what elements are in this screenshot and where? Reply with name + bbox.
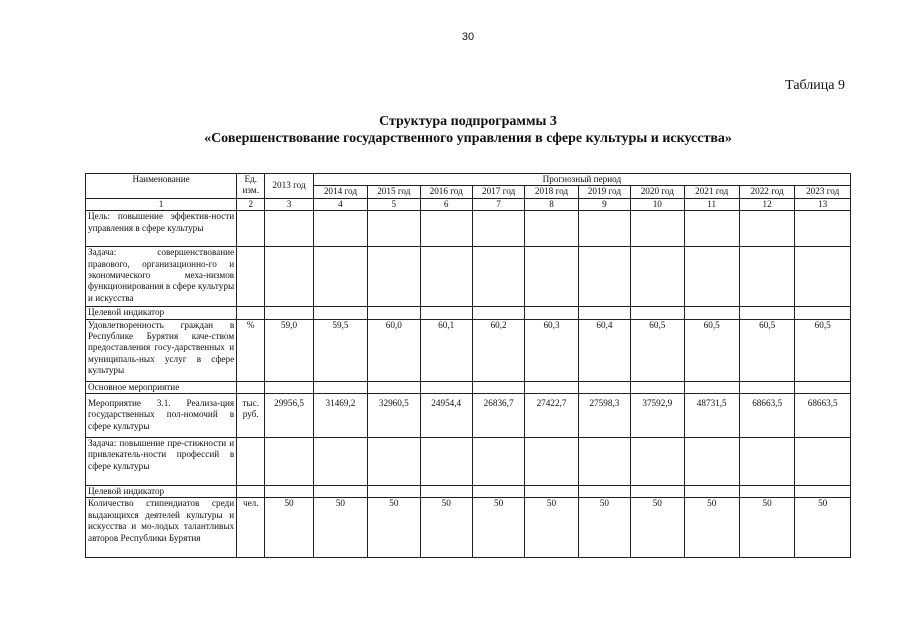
- task-2-text: Задача: повышение пре-стижности и привлекатель-ности профессий в сфере культуры: [86, 438, 237, 486]
- column-number: 11: [684, 198, 739, 210]
- column-number: 5: [368, 198, 420, 210]
- column-number: 4: [313, 198, 367, 210]
- column-number: 8: [525, 198, 578, 210]
- table-row-activity-3-1: [86, 394, 851, 438]
- main-activity-label: Основное мероприятие: [86, 381, 237, 393]
- header-year: 2021 год: [684, 186, 739, 198]
- table-cell-value: 60,5: [684, 319, 739, 381]
- table-row-task-2: [86, 438, 851, 486]
- table-cell-value: 37592,9: [631, 394, 684, 438]
- table-cell-value: 50: [368, 498, 420, 558]
- table-cell-value: 27598,3: [578, 394, 630, 438]
- header-year: 2019 год: [578, 186, 630, 198]
- task-1-text: Задача: совершенствование правового, организационно-го и экономического меха-низмов функционирования в сфере культуры и искусства: [86, 247, 237, 307]
- table-cell-value: 50: [739, 498, 794, 558]
- table-row-goal: [86, 211, 851, 247]
- column-number: 6: [420, 198, 472, 210]
- column-number: 10: [631, 198, 684, 210]
- title-line-1: Структура подпрограммы 3: [379, 114, 557, 129]
- table-cell-value: 26836,7: [472, 394, 524, 438]
- target-indicator-label: Целевой индикатор: [86, 307, 237, 319]
- table-cell-value: 59,0: [265, 319, 313, 381]
- activity-3-1-unit: тыс. руб.: [237, 394, 265, 438]
- table-cell-value: 60,3: [525, 319, 578, 381]
- activity-3-1-name: Мероприятие 3.1. Реализа-ция государственных пол-номочий в сфере культуры: [86, 394, 237, 438]
- scholars-unit: чел.: [237, 498, 265, 558]
- table-row-satisfaction: [86, 319, 851, 381]
- table-row-scholars: [86, 498, 851, 558]
- column-number: 13: [795, 198, 851, 210]
- table-cell-value: 50: [684, 498, 739, 558]
- header-year: 2020 год: [631, 186, 684, 198]
- table-row-target-indicator-1: [86, 307, 851, 319]
- table-cell-value: 31469,2: [313, 394, 367, 438]
- table-label: Таблица 9: [785, 78, 845, 93]
- column-number: 12: [739, 198, 794, 210]
- document-title: [0, 113, 905, 147]
- header-forecast-period: Прогнозный период: [313, 174, 850, 186]
- subprogram-structure-table: [85, 173, 851, 558]
- header-year: 2015 год: [368, 186, 420, 198]
- header-year: 2022 год: [739, 186, 794, 198]
- title-line-2: «Совершенствование государственного управления в сфере культуры и искусства»: [204, 131, 732, 146]
- table-cell-value: 59,5: [313, 319, 367, 381]
- satisfaction-name: Удовлетворенность граждан в Республике Бурятия каче-ством предоставления госу-дарственных и муниципаль-ных услуг в сфере культуры: [86, 319, 237, 381]
- table-cell-value: 50: [420, 498, 472, 558]
- table-cell-value: 32960,5: [368, 394, 420, 438]
- table-cell-value: 60,0: [368, 319, 420, 381]
- header-year: 2016 год: [420, 186, 472, 198]
- header-name: Наименование: [86, 174, 237, 199]
- column-number-row: [86, 198, 851, 210]
- table-cell-value: 60,5: [739, 319, 794, 381]
- header-row-1: [86, 174, 851, 186]
- table-row-target-indicator-2: [86, 486, 851, 498]
- table-cell-value: 50: [631, 498, 684, 558]
- table-cell-value: 60,2: [472, 319, 524, 381]
- table-cell-value: 50: [472, 498, 524, 558]
- column-number: 3: [265, 198, 313, 210]
- target-indicator-label: Целевой индикатор: [86, 486, 237, 498]
- column-number: 1: [86, 198, 237, 210]
- table-cell-value: 60,5: [631, 319, 684, 381]
- header-year: 2017 год: [472, 186, 524, 198]
- scholars-name: Количество стипендиатов среди выдающихся деятелей культуры и искусства и мо-лодых талантливых авторов Республики Бурятия: [86, 498, 237, 558]
- table-cell-value: 68663,5: [739, 394, 794, 438]
- goal-text: Цель: повышение эффектив-ности управления в сфере культуры: [86, 211, 237, 247]
- table-row-main-activity: [86, 381, 851, 393]
- table-cell-value: 60,5: [795, 319, 851, 381]
- column-number: 2: [237, 198, 265, 210]
- page-number: 30: [461, 31, 475, 43]
- table-row-task-1: [86, 247, 851, 307]
- table-cell-value: 50: [795, 498, 851, 558]
- header-year: 2018 год: [525, 186, 578, 198]
- table-cell-value: 60,1: [420, 319, 472, 381]
- table-cell-value: 24954,4: [420, 394, 472, 438]
- table-cell-value: 48731,5: [684, 394, 739, 438]
- table-cell-value: 60,4: [578, 319, 630, 381]
- table-cell-value: 50: [525, 498, 578, 558]
- header-year-2013: 2013 год: [265, 174, 313, 199]
- table-cell-value: 50: [265, 498, 313, 558]
- column-number: 7: [472, 198, 524, 210]
- header-year: 2023 год: [795, 186, 851, 198]
- table-cell-value: 50: [578, 498, 630, 558]
- satisfaction-unit: %: [237, 319, 265, 381]
- table-cell-value: 50: [313, 498, 367, 558]
- header-year: 2014 год: [313, 186, 367, 198]
- column-number: 9: [578, 198, 630, 210]
- table-cell-value: 68663,5: [795, 394, 851, 438]
- table-cell-value: 27422,7: [525, 394, 578, 438]
- table-cell-value: 29956,5: [265, 394, 313, 438]
- header-unit: Ед. изм.: [237, 174, 265, 199]
